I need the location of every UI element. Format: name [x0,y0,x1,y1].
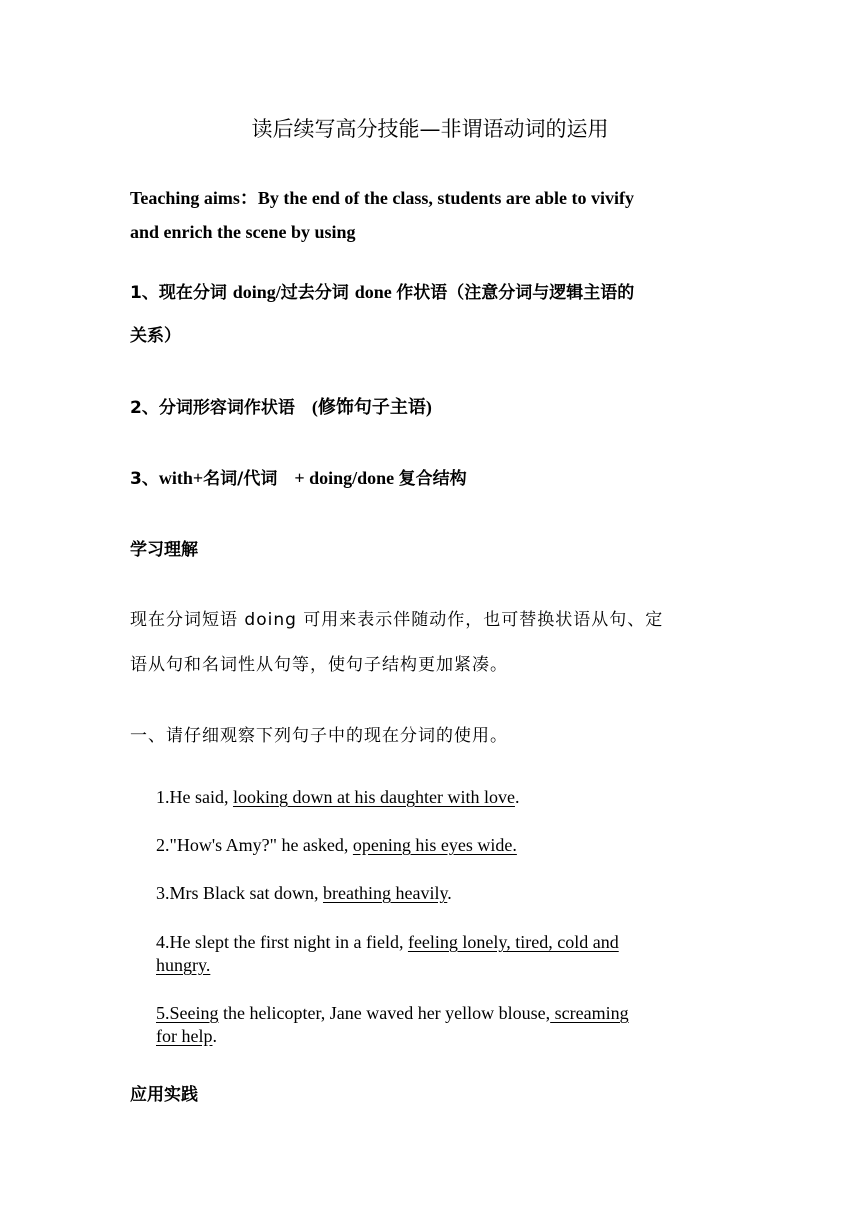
page-title: 读后续写高分技能—非谓语动词的运用 [251,117,609,141]
point-3-doing-done: + doing/done [294,468,399,488]
point-1-line-1 [130,281,730,304]
point-2 [130,396,730,419]
underlined-participle: 5.Seeing [156,1003,219,1023]
point-1-doing: doing/ [232,282,281,302]
example-sentence-3: 3.Mrs Black sat down, breathing heavily. [156,883,452,903]
point-3 [130,467,730,490]
point-2-text: 2、分词形容词作状语 [130,398,312,418]
example-sentence-2: 2."How's Amy?" he asked, opening his eyes wide. [156,835,517,855]
underlined-participle: screaming [550,1003,629,1023]
underlined-participle-continued: for help [156,1026,213,1046]
underlined-participle: feeling lonely, tired, cold and [407,932,619,952]
teaching-aims-label: Teaching aims： [130,188,258,208]
point-1-prefix: 1、现在分词 [130,283,233,303]
point-3-structure: 复合结构 [398,469,467,489]
explanation-line-2: 语从句和名词性从句等，使句子结构更加紧凑。 [130,655,508,675]
example-sentence-5: 5.Seeing the helicopter, Jane waved her yellow blouse, screaming for help. [156,1003,629,1046]
teaching-aims-line-1 [130,187,730,209]
underlined-participle: breathing heavily [322,883,448,903]
point-3-noun: 名词/代词 [203,469,295,489]
example-sentence-1: 1.He said, looking down at his daughter with love. [156,787,520,807]
point-3-prefix: 3、 [130,469,159,489]
point-1-rest: 作状语（注意分词与逻辑主语的 [396,283,635,303]
point-3-with: with+ [158,468,204,488]
point-1-done: done [354,282,397,302]
exercise-instruction: 一、请仔细观察下列句子中的现在分词的使用。 [130,726,508,746]
underlined-participle: looking down at his daughter with love [232,787,515,807]
underlined-participle-continued: hungry. [156,955,211,975]
teaching-aims-line-2: and enrich the scene by using [130,222,356,242]
section-heading-apply: 应用实践 [130,1085,198,1105]
explanation-line-1: 现在分词短语 doing 可用来表示伴随动作，也可替换状语从句、定 [130,610,664,630]
underlined-participle: opening his eyes wide. [352,835,517,855]
point-1-past-participle: 过去分词 [280,283,355,303]
teaching-aims-text: By the end of the class, students are able to vivify [257,188,635,208]
example-sentence-4: 4.He slept the first night in a field, feeling lonely, tired, cold and hungry. [156,932,619,975]
point-1-line-2: 关系） [130,326,181,346]
section-heading-learn: 学习理解 [130,540,198,560]
point-2-note: (修饰句子主语) [311,397,432,417]
